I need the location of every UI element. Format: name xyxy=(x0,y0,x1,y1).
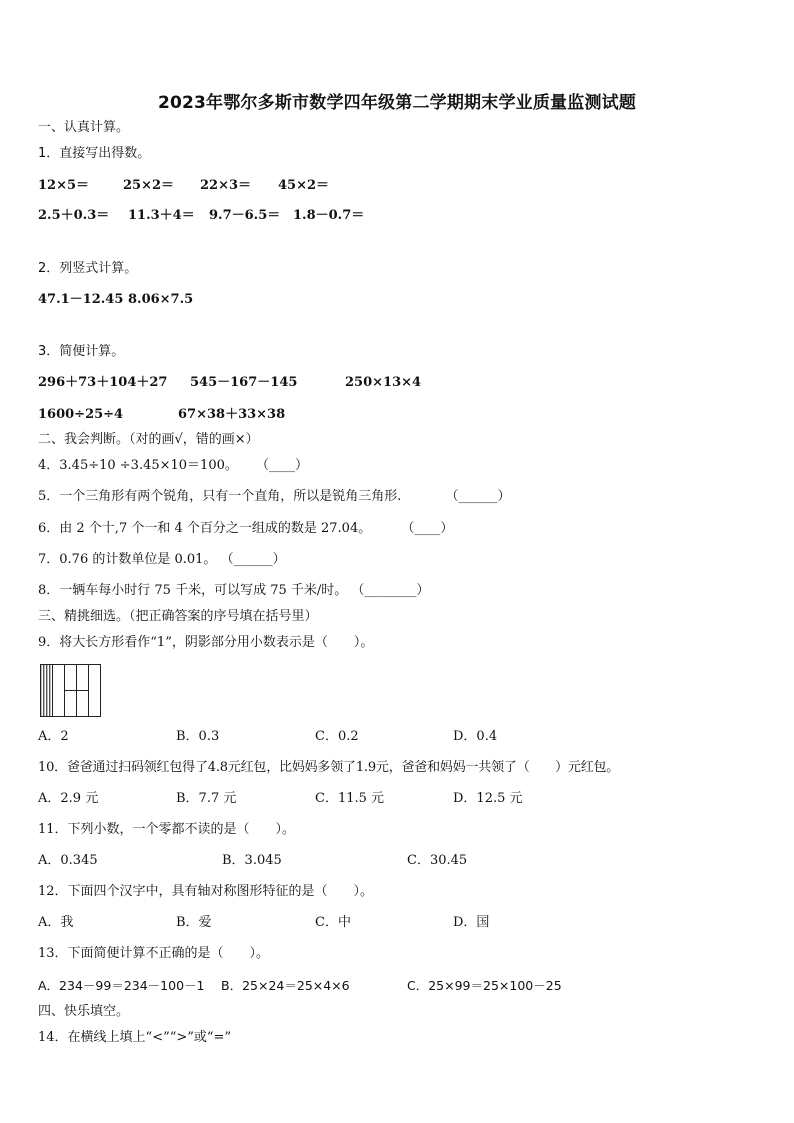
q6 xyxy=(38,520,453,538)
section-1-heading: 一、认真计算。 xyxy=(38,120,130,135)
page-title: 2023年鄂尔多斯市数学四年级第二学期期末学业质量监测试题 xyxy=(157,93,637,113)
q3-stem: 3．简便计算。 xyxy=(38,344,125,359)
q1-item: 45×2＝ xyxy=(278,178,330,193)
q10-stem: 10．爸爸通过扫码领红包得了4.8元红包，比妈妈多领了1.9元，爸爸和妈妈一共领了（ ）元红包。 xyxy=(38,760,620,775)
q8 xyxy=(38,582,429,600)
answer-blank[interactable]: （____） xyxy=(256,458,309,473)
q11-stem: 11．下列小数，一个零都不读的是（ ）。 xyxy=(38,822,296,837)
q1-item: 22×3＝ xyxy=(200,178,252,193)
q1-item: 11.3＋4＝ xyxy=(128,208,195,223)
q5 xyxy=(38,488,511,506)
q12-option-d[interactable]: D．国 xyxy=(453,915,490,930)
q9-option-d[interactable]: D．0.4 xyxy=(453,729,498,744)
q5-text: 5．一个三角形有两个锐角，只有一个直角，所以是锐角三角形. xyxy=(38,489,402,504)
q1-item: 2.5＋0.3＝ xyxy=(38,208,110,223)
q9-option-c[interactable]: C．0.2 xyxy=(315,729,359,744)
section-2-heading: 二、我会判断。（对的画√，错的画×） xyxy=(38,432,259,447)
q10-option-b[interactable]: B．7.7 元 xyxy=(176,791,237,806)
q14-stem: 14．在横线上填上“<”“>”或“=” xyxy=(38,1030,232,1045)
shaded-region xyxy=(41,665,53,717)
q1-item: 12×5＝ xyxy=(38,178,90,193)
section-3-heading: 三、精挑细选。（把正确答案的序号填在括号里） xyxy=(38,609,318,624)
q12-stem: 12．下面四个汉字中，具有轴对称图形特征的是（ ）。 xyxy=(38,884,374,899)
q11-option-b[interactable]: B．3.045 xyxy=(222,853,282,868)
q1-stem: 1．直接写出得数。 xyxy=(38,146,151,161)
q10-option-a[interactable]: A．2.9 元 xyxy=(38,791,99,806)
q13-option-a[interactable]: A．234－99＝234－100－1 xyxy=(38,978,205,993)
q7-text: 7．0.76 的计数单位是 0.01。 xyxy=(38,552,217,567)
q11-option-c[interactable]: C．30.45 xyxy=(407,853,468,868)
q13-option-c[interactable]: C．25×99＝25×100－25 xyxy=(407,978,562,993)
q1-item: 9.7－6.5＝ xyxy=(209,208,281,223)
rectangle-figure xyxy=(40,664,102,718)
q9-option-b[interactable]: B．0.3 xyxy=(176,729,220,744)
q12-option-b[interactable]: B．爱 xyxy=(176,915,212,930)
q1-item: 1.8－0.7＝ xyxy=(293,208,365,223)
q8-text: 8．一辆车每小时行 75 千米，可以写成 75 千米/时。 xyxy=(38,583,348,598)
q12-option-c[interactable]: C．中 xyxy=(315,915,351,930)
q2-stem: 2．列竖式计算。 xyxy=(38,261,138,276)
q2-item: 47.1－12.45 xyxy=(38,292,124,307)
q7 xyxy=(38,551,286,569)
q9-stem: 9．将大长方形看作“1”，阴影部分用小数表示是（ ）。 xyxy=(38,635,374,650)
q4 xyxy=(38,457,308,475)
q3-item: 296＋73＋104＋27 xyxy=(38,375,168,390)
q12-option-a[interactable]: A．我 xyxy=(38,915,74,930)
q13-stem: 13．下面简便计算不正确的是（ ）。 xyxy=(38,946,270,961)
q10-option-c[interactable]: C．11.5 元 xyxy=(315,791,385,806)
answer-blank[interactable]: （____） xyxy=(401,521,454,536)
q10-option-d[interactable]: D．12.5 元 xyxy=(453,791,523,806)
answer-blank[interactable]: （______） xyxy=(445,489,511,504)
q11-option-a[interactable]: A．0.345 xyxy=(38,853,98,868)
q3-item: 545－167－145 xyxy=(190,375,298,390)
q4-text: 4．3.45÷10 ÷3.45×10＝100。 xyxy=(38,458,238,473)
q3-item: 67×38＋33×38 xyxy=(178,407,286,422)
answer-blank[interactable]: （______） xyxy=(220,552,286,567)
answer-blank[interactable]: （________） xyxy=(351,583,430,598)
q2-item: 8.06×7.5 xyxy=(128,292,194,307)
q9-option-a[interactable]: A．2 xyxy=(38,729,69,744)
q1-item: 25×2＝ xyxy=(123,178,175,193)
section-4-heading: 四、快乐填空。 xyxy=(38,1004,130,1019)
q3-item: 250×13×4 xyxy=(345,375,422,390)
q6-text: 6．由 2 个十,7 个一和 4 个百分之一组成的数是 27.04。 xyxy=(38,521,372,536)
q3-item: 1600÷25÷4 xyxy=(38,407,124,422)
q13-option-b[interactable]: B．25×24＝25×4×6 xyxy=(221,978,350,993)
